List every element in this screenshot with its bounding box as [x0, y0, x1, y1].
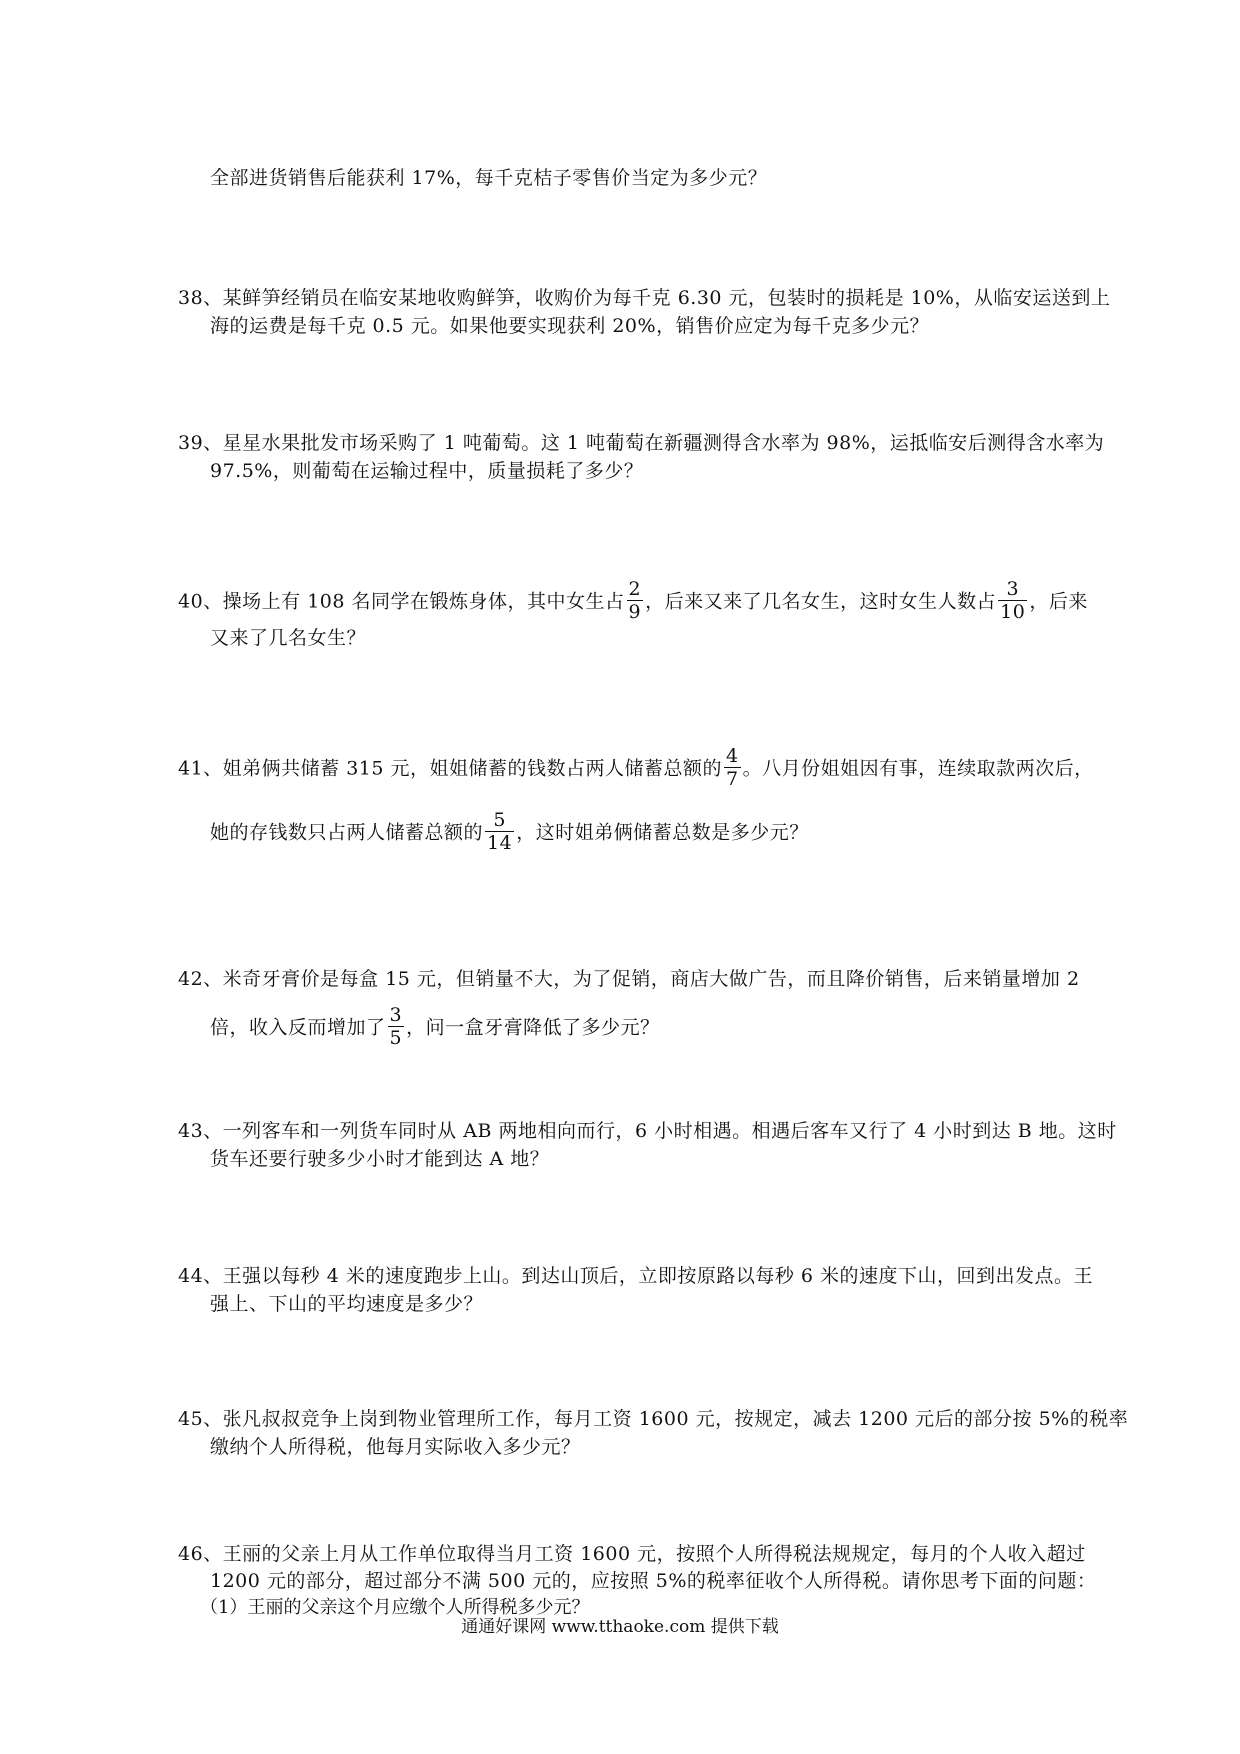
fraction-denominator: 5: [389, 1027, 403, 1049]
fraction-denominator: 10: [1000, 601, 1026, 623]
fraction-denominator: 14: [487, 832, 513, 854]
question-42-text-a: 倍，收入反而增加了: [210, 1016, 386, 1039]
fraction-2-9: [627, 578, 644, 623]
question-40-line-2: 又来了几名女生？: [210, 627, 367, 649]
question-44-line-2: 强上、下山的平均速度是多少？: [210, 1293, 484, 1315]
question-41-line-1: [178, 747, 1094, 792]
question-41-line-2: [210, 811, 809, 856]
question-42-line-2: [210, 1006, 660, 1051]
question-39-line-2: 97.5%，则葡萄在运输过程中，质量损耗了多少？: [210, 460, 644, 482]
question-41-text-a: 41、姐弟俩共储蓄 315 元，姐姐储蓄的钱数占两人储蓄总额的: [178, 757, 723, 780]
question-43-line-1: 43、一列客车和一列货车同时从 AB 两地相向而行，6 小时相遇。相遇后客车又行了 4 小时到达 B 地。这时: [178, 1120, 1117, 1142]
question-40-text-a: 40、操场上有 108 名同学在锻炼身体，其中女生占: [178, 590, 625, 613]
fraction-numerator: 2: [628, 578, 642, 600]
fraction-4-7: [724, 745, 741, 790]
fraction-3-5: [388, 1004, 405, 1049]
question-46-line-1: 46、王丽的父亲上月从工作单位取得当月工资 1600 元，按照个人所得税法规规定，每月的个人收入超过: [178, 1543, 1086, 1565]
fraction-5-14: [485, 809, 514, 854]
question-38-line-1: 38、某鲜笋经销员在临安某地收购鲜笋，收购价为每千克 6.30 元，包装时的损耗是 10%，从临安运送到上: [178, 287, 1111, 309]
question-42-line-1: 42、米奇牙膏价是每盒 15 元，但销量不大，为了促销，商店大做广告，而且降价销售，后来销量增加 2: [178, 968, 1080, 990]
question-41-text-d: ，这时姐弟俩储蓄总数是多少元？: [516, 821, 809, 844]
fraction-denominator: 7: [726, 768, 739, 790]
fraction-denominator: 9: [628, 601, 642, 623]
fraction-3-10: [998, 578, 1027, 623]
question-44-line-1: 44、王强以每秒 4 米的速度跑步上山。到达山顶后，立即按原路以每秒 6 米的速度下山，回到出发点。王: [178, 1265, 1094, 1287]
question-45-line-2: 缴纳个人所得税，他每月实际收入多少元？: [210, 1436, 581, 1458]
question-46-line-2: 1200 元的部分，超过部分不满 500 元的，应按照 5%的税率征收个人所得税。请你思考下面的问题：: [210, 1570, 1097, 1592]
question-41-text-b: 。八月份姐姐因有事，连续取款两次后，: [742, 757, 1094, 780]
fraction-numerator: 5: [485, 809, 514, 832]
question-38-line-2: 海的运费是每千克 0.5 元。如果他要实现获利 20%，销售价应定为每千克多少元？: [210, 315, 930, 337]
question-46-subquestion-1: （1）王丽的父亲这个月应缴个人所得税多少元？: [200, 1597, 590, 1618]
question-37-continuation: 全部进货销售后能获利 17%，每千克桔子零售价当定为多少元？: [210, 167, 768, 189]
question-45-line-1: 45、张凡叔叔竞争上岗到物业管理所工作，每月工资 1600 元，按规定，减去 1200 元后的部分按 5%的税率: [178, 1408, 1129, 1430]
fraction-numerator: 4: [726, 745, 739, 767]
fraction-numerator: 3: [389, 1004, 403, 1026]
fraction-numerator: 3: [998, 578, 1027, 601]
question-42-text-b: ，问一盒牙膏降低了多少元？: [406, 1016, 660, 1039]
question-43-line-2: 货车还要行驶多少小时才能到达 A 地？: [210, 1148, 550, 1170]
question-41-text-c: 她的存钱数只占两人储蓄总额的: [210, 821, 484, 844]
page-footer: 通通好课网 www.tthaoke.com 提供下载: [461, 1617, 779, 1637]
question-39-line-1: 39、星星水果批发市场采购了 1 吨葡萄。这 1 吨葡萄在新疆测得含水率为 98%，运抵临安后测得含水率为: [178, 432, 1105, 454]
question-40-text-c: ，后来: [1029, 590, 1088, 613]
question-40-text-b: ，后来又来了几名女生，这时女生人数占: [645, 590, 997, 613]
question-40-line-1: [178, 580, 1088, 625]
